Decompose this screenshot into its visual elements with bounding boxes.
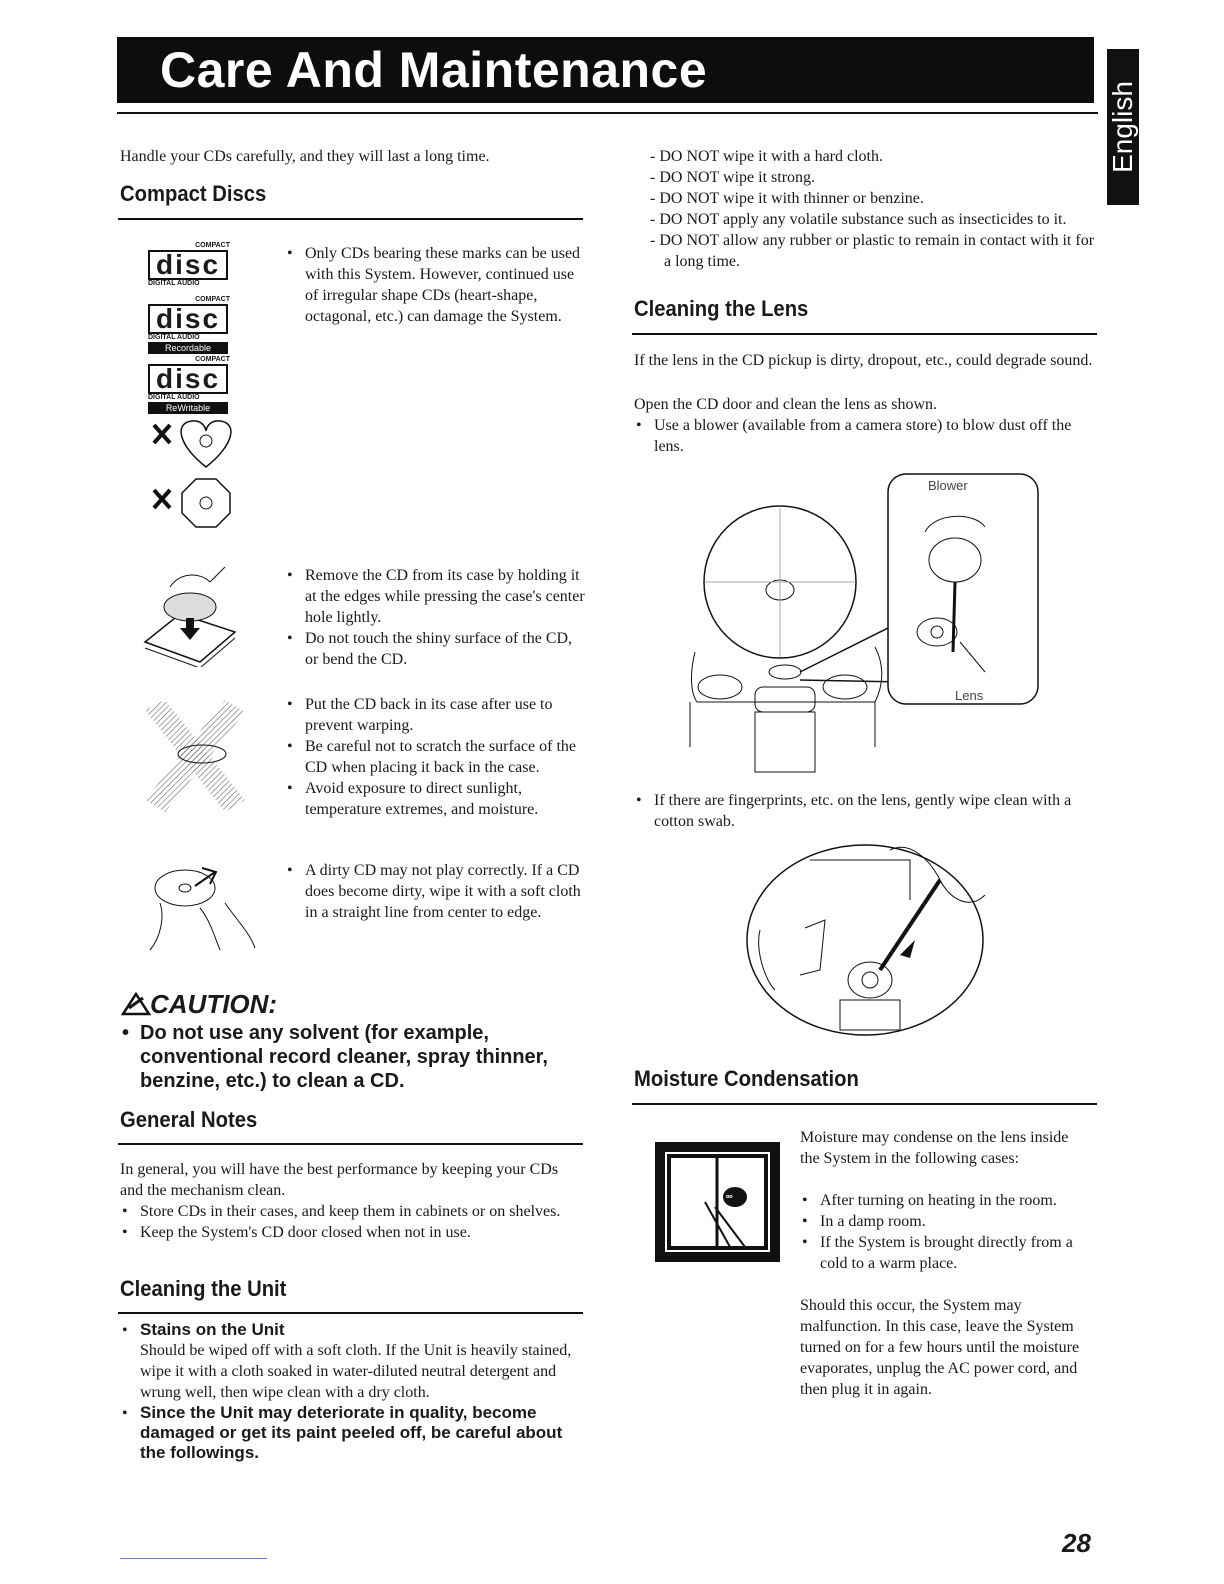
arrow-up-icon bbox=[180, 618, 200, 640]
disc-logo-top-text: COMPACT bbox=[195, 296, 230, 303]
rule-general-notes bbox=[118, 1143, 583, 1145]
remove-list bbox=[285, 565, 585, 670]
blower-item: • Use a blower (available from a camera store) to blow dust off the lens. bbox=[634, 415, 1097, 457]
general-notes-text: In general, you will have the best performance by keeping your CDs and the mechanism clean. bbox=[120, 1161, 559, 1199]
disc-logo-1 bbox=[148, 242, 230, 288]
stains-title: • Stains on the Unit bbox=[140, 1320, 285, 1339]
header-rule bbox=[117, 112, 1098, 114]
rule-cleaning-lens bbox=[632, 333, 1097, 335]
caution-text: • Do not use any solvent (for example, conventional record cleaner, spray thinner, benzine, etc.) to clean a CD. bbox=[120, 1021, 590, 1093]
moisture-item: • In a damp room. bbox=[800, 1211, 1085, 1232]
do-not-item: - DO NOT apply any volatile substance such as insecticides to it. bbox=[650, 209, 1095, 230]
general-notes-item: • Store CDs in their cases, and keep them in cabinets or on shelves. bbox=[120, 1201, 585, 1222]
footer-link-rule bbox=[120, 1558, 267, 1559]
remove-cd-illustration bbox=[140, 562, 240, 667]
window-condensation-illustration bbox=[655, 1142, 780, 1262]
do-not-item: - DO NOT wipe it with thinner or benzine. bbox=[650, 188, 1095, 209]
disc-logo-bottom-text: DIGITAL AUDIO bbox=[148, 334, 200, 341]
moisture-outro: Should this occur, the System may malfunction. In this case, leave the System turned on for a few hours until the moisture evaporates, unplug the AC power cord, and then plug it in again. bbox=[800, 1297, 1080, 1398]
remove-item: • Do not touch the shiny surface of the CD, or bend the CD. bbox=[285, 628, 585, 670]
moisture-item: • After turning on heating in the room. bbox=[800, 1190, 1085, 1211]
blower-list bbox=[634, 415, 1097, 457]
disc-logo-top-text: COMPACT bbox=[195, 242, 230, 249]
stains-text: Should be wiped off with a soft cloth. If the Unit is heavily stained, wipe it with a cloth soaked in water-diluted neutral detergent and wrung well, then wipe clean with a dry cloth. bbox=[140, 1342, 572, 1401]
do-not-list bbox=[650, 146, 1095, 272]
cleaning-unit-list bbox=[120, 1320, 585, 1463]
lens-blower-illustration bbox=[685, 472, 1045, 777]
do-not-item: - DO NOT allow any rubber or plastic to remain in contact with it for a long time. bbox=[650, 230, 1095, 272]
caution-list bbox=[120, 1021, 590, 1093]
swab-item: • If there are fingerprints, etc. on the lens, gently wipe clean with a cotton swab. bbox=[634, 790, 1097, 832]
storage-item: • Be careful not to scratch the surface of the CD when placing it back in the case. bbox=[285, 736, 585, 778]
heading-cleaning-lens: Cleaning the Lens bbox=[634, 296, 809, 321]
disc-logo-bottom-text: DIGITAL AUDIO bbox=[148, 394, 200, 401]
stains-item bbox=[120, 1320, 585, 1403]
rule-moisture bbox=[632, 1103, 1097, 1105]
caution-icon bbox=[121, 992, 151, 1016]
disc-logo-bottom-text: DIGITAL AUDIO bbox=[148, 280, 200, 287]
general-notes-list bbox=[120, 1201, 585, 1243]
cross-icon bbox=[154, 425, 170, 443]
storage-item: • Avoid exposure to direct sunlight, temperature extremes, and moisture. bbox=[285, 778, 585, 820]
disc-logo-badge: Recordable bbox=[148, 342, 228, 354]
dirty-list bbox=[285, 860, 585, 923]
cross-icon bbox=[154, 490, 170, 508]
disc-logo-main: disc bbox=[148, 304, 228, 334]
rule-cleaning-unit bbox=[118, 1312, 583, 1314]
disc-logo-main: disc bbox=[148, 364, 228, 394]
moisture-list bbox=[800, 1190, 1085, 1274]
cleaning-lens-text1: If the lens in the CD pickup is dirty, dropout, etc., could degrade sound. bbox=[634, 352, 1093, 369]
big-cross-icon bbox=[145, 700, 245, 812]
label-blower: Blower bbox=[928, 478, 968, 493]
disc-logo-badge: ReWritable bbox=[148, 402, 228, 414]
deteriorate-title: • Since the Unit may deteriorate in quality, become damaged or get its paint peeled off, be careful about the followings. bbox=[140, 1403, 563, 1462]
caution-title: CAUTION: bbox=[150, 989, 278, 1019]
cleaning-lens-text2: Open the CD door and clean the lens as shown. bbox=[634, 396, 938, 413]
marks-list bbox=[285, 243, 585, 327]
marks-text: • Only CDs bearing these marks can be used with this System. However, continued use of irregular shape CDs (heart-shape, octagonal, etc.) can damage the System. bbox=[285, 243, 585, 327]
rule-compact-discs bbox=[118, 218, 583, 220]
disc-logo-3 bbox=[148, 356, 230, 414]
storage-cd-illustration bbox=[140, 700, 250, 820]
page-title: Care And Maintenance bbox=[160, 42, 708, 98]
moisture-item: • If the System is brought directly from a cold to a warm place. bbox=[800, 1232, 1085, 1274]
intro-text: Handle your CDs carefully, and they will last a long time. bbox=[120, 148, 490, 165]
deteriorate-item bbox=[120, 1403, 585, 1463]
swab-list bbox=[634, 790, 1097, 832]
disc-logo-2 bbox=[148, 296, 230, 354]
language-tab-label-wrap bbox=[1107, 49, 1139, 205]
wipe-cd-illustration bbox=[140, 858, 260, 953]
moisture-intro: Moisture may condense on the lens inside the System in the following cases: bbox=[800, 1129, 1069, 1167]
storage-list bbox=[285, 694, 585, 820]
page-number: 28 bbox=[1062, 1528, 1091, 1558]
cotton-swab-illustration bbox=[740, 840, 990, 1040]
arrow-icon bbox=[900, 940, 915, 958]
heart-cd-icon bbox=[181, 421, 231, 467]
label-lens: Lens bbox=[955, 688, 984, 703]
svg-text:ºº: ºº bbox=[726, 1193, 733, 1203]
irregular-cd-illustration bbox=[148, 415, 243, 545]
disc-logo-top-text: COMPACT bbox=[195, 356, 230, 363]
octagon-cd-icon bbox=[182, 479, 230, 527]
heading-moisture: Moisture Condensation bbox=[634, 1066, 859, 1091]
general-notes-item: • Keep the System's CD door closed when not in use. bbox=[120, 1222, 585, 1243]
heading-compact-discs: Compact Discs bbox=[120, 181, 267, 206]
dirty-item: • A dirty CD may not play correctly. If a CD does become dirty, wipe it with a soft cloth in a straight line from center to edge. bbox=[285, 860, 585, 923]
disc-logo-main: disc bbox=[148, 250, 228, 280]
heading-general-notes: General Notes bbox=[120, 1107, 258, 1132]
remove-item: • Remove the CD from its case by holding it at the edges while pressing the case's center hole lightly. bbox=[285, 565, 585, 628]
storage-item: • Put the CD back in its case after use to prevent warping. bbox=[285, 694, 585, 736]
do-not-item: - DO NOT wipe it strong. bbox=[650, 167, 1095, 188]
language-tab-label: English bbox=[1107, 81, 1138, 173]
do-not-item: - DO NOT wipe it with a hard cloth. bbox=[650, 146, 1095, 167]
heading-cleaning-unit: Cleaning the Unit bbox=[120, 1276, 287, 1301]
